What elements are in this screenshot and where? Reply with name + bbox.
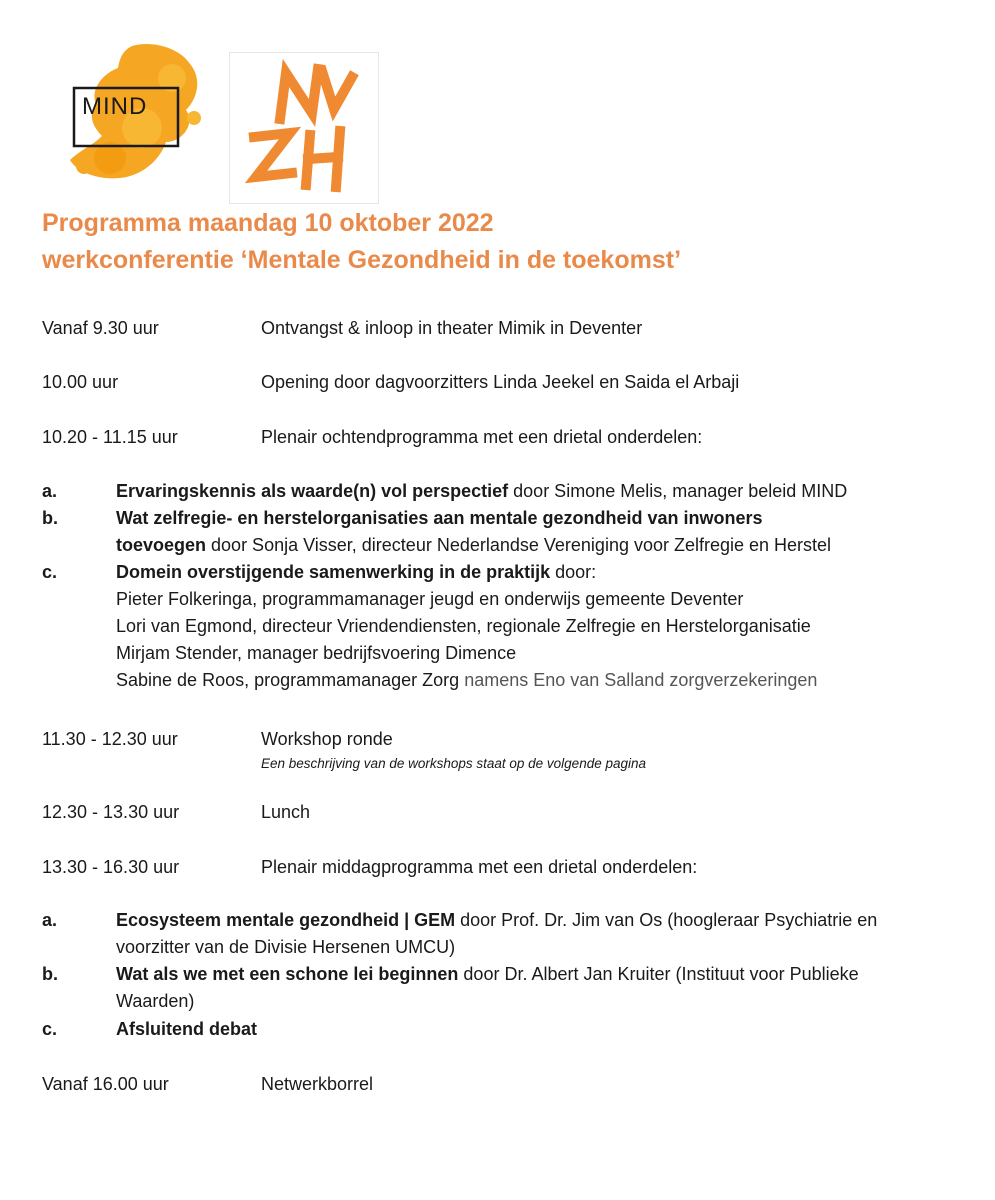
item-title: Domein overstijgende samenwerking in de praktijk (116, 562, 551, 582)
item-detail-cont: voorzitter van de Divisie Hersenen UMCU) (116, 937, 456, 957)
item-detail: door Dr. Albert Jan Kruiter (Instituut voor Publieke (458, 964, 859, 984)
item-title: Ecosysteem mentale gezondheid | GEM (116, 910, 456, 930)
speaker-line: Lori van Egmond, directeur Vriendendiensten, regionale Zelfregie en Herstelorganisatie (116, 616, 811, 636)
schedule-time: Vanaf 9.30 uur (42, 318, 159, 338)
item-title: Ervaringskennis als waarde(n) vol perspectief (116, 481, 509, 501)
schedule-time: 11.30 - 12.30 uur (42, 729, 178, 749)
item-title-cont: toevoegen (116, 535, 207, 555)
speaker-line: Pieter Folkeringa, programmamanager jeugd en onderwijs gemeente Deventer (116, 589, 744, 609)
title-line-2: werkconferentie ‘Mentale Gezondheid in de toekomst’ (42, 246, 682, 274)
schedule-note: Een beschrijving van de workshops staat op de volgende pagina (261, 756, 647, 771)
item-letter: b. (42, 964, 58, 984)
schedule-description: Workshop ronde Een beschrijving van de workshops staat op de volgende pagina (261, 729, 647, 771)
page-title (42, 205, 681, 279)
schedule-time: Vanaf 16.00 uur (42, 1074, 169, 1094)
item-detail: door Sonja Visser, directeur Nederlandse Vereniging voor Zelfregie en Herstel (206, 535, 832, 555)
speaker-line: Mirjam Stender, manager bedrijfsvoering Dimence (116, 643, 517, 663)
item-detail: door: (550, 562, 597, 582)
schedule-description: Plenair middagprogramma met een drietal onderdelen: (261, 857, 698, 877)
item-title: Wat als we met een schone lei beginnen (116, 964, 459, 984)
item-detail: door Simone Melis, manager beleid MIND (508, 481, 848, 501)
schedule-time: 13.30 - 16.30 uur (42, 857, 180, 877)
item-letter: c. (42, 562, 58, 582)
item-letter: a. (42, 481, 58, 501)
speaker-line: Sabine de Roos, programmamanager Zorg namens Eno van Salland zorgverzekeringen (116, 670, 818, 690)
schedule-time: 12.30 - 13.30 uur (42, 802, 180, 822)
schedule-description: Opening door dagvoorzitters Linda Jeekel en Saida el Arbaji (261, 372, 740, 392)
item-letter: c. (42, 1019, 58, 1039)
title-line-1: Programma maandag 10 oktober 2022 (42, 209, 494, 237)
item-title: Wat zelfregie- en herstelorganisaties aan mentale gezondheid van inwoners (116, 508, 763, 528)
schedule-description: Plenair ochtendprogramma met een drietal onderdelen: (261, 427, 703, 447)
mind-logo (62, 38, 210, 188)
schedule-description: Ontvangst & inloop in theater Mimik in Deventer (261, 318, 643, 338)
svg-text:MIND: MIND (82, 93, 148, 120)
nvzh-logo (229, 52, 379, 204)
schedule-time: 10.20 - 11.15 uur (42, 427, 178, 447)
item-detail-cont: Waarden) (116, 991, 195, 1011)
schedule-time: 10.00 uur (42, 372, 119, 392)
item-letter: a. (42, 910, 58, 930)
schedule-description: Lunch (261, 802, 311, 822)
item-title: Afsluitend debat (116, 1019, 258, 1039)
item-letter: b. (42, 508, 58, 528)
schedule-description: Netwerkborrel (261, 1074, 374, 1094)
item-detail: door Prof. Dr. Jim van Os (hoogleraar Psychiatrie en (455, 910, 878, 930)
